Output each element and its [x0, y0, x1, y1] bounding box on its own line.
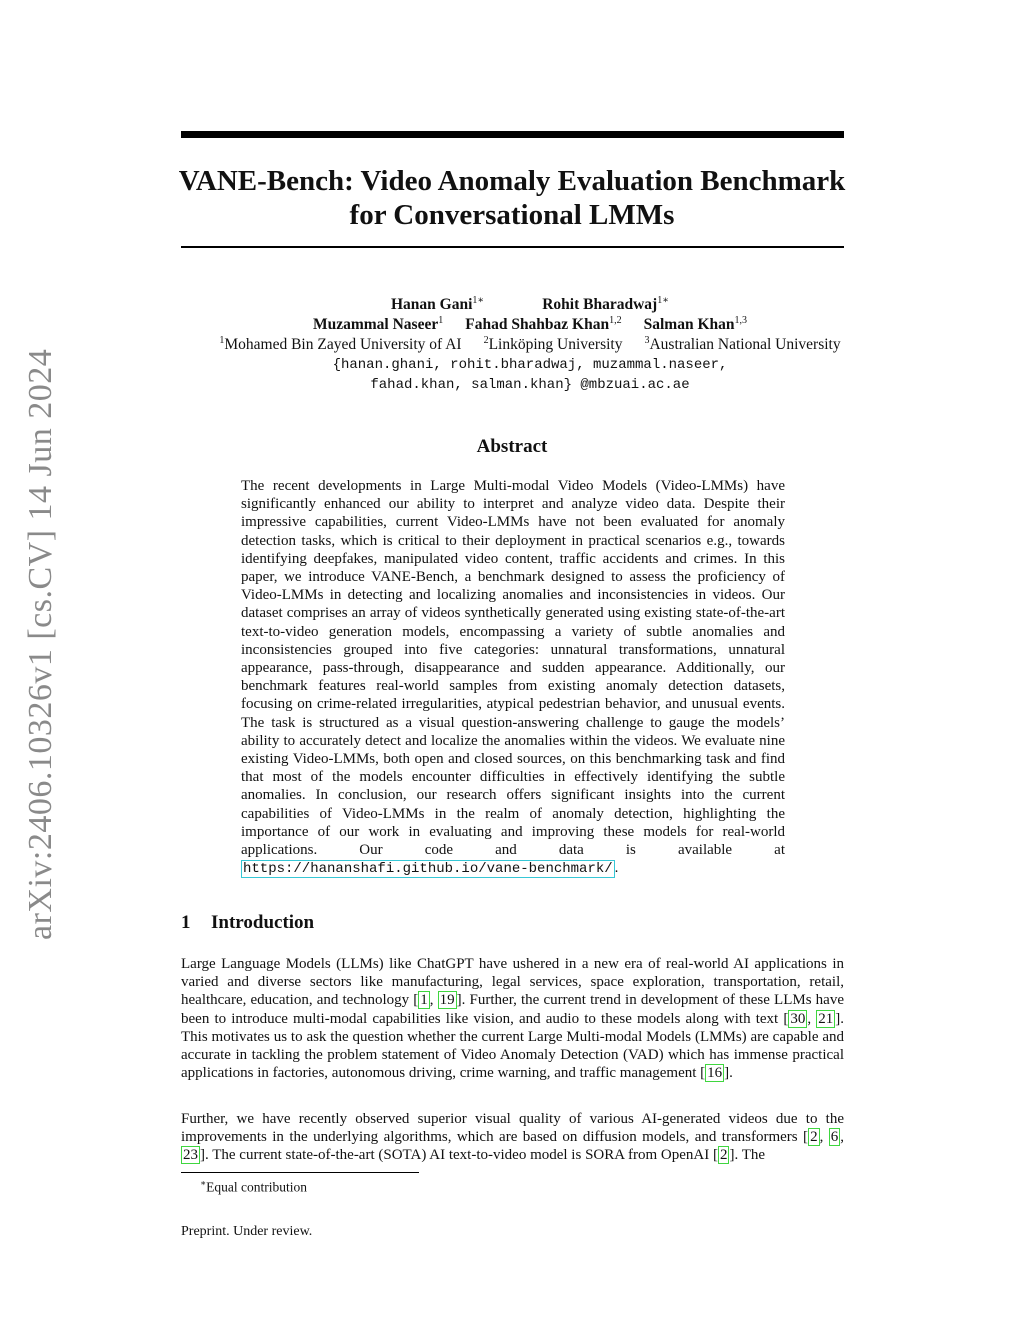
text-run: ]. The [729, 1147, 766, 1164]
affiliation-sup: 1 [219, 334, 225, 346]
title-bottom-rule [181, 246, 844, 248]
affiliation: Linköping University [488, 336, 623, 353]
affiliation: Mohamed Bin Zayed University of AI [224, 336, 462, 353]
abstract-text [241, 477, 785, 878]
author-sup: 1,3 [734, 314, 747, 326]
text-run: Large Language Models (LLMs) like ChatGPT have ushered in a new era of real-world AI applications in varied and diverse sectors like manufacturing, legal services, space exploration, transportation, retail, healthcare, education, and technology [ [181, 956, 844, 1009]
author-line-1 [170, 295, 890, 315]
footnote-text: Equal contribution [206, 1179, 307, 1195]
footnote-mark: ∗ [200, 1178, 207, 1188]
citation-link[interactable]: 2 [810, 1129, 818, 1146]
author-block [170, 295, 890, 395]
footnote [200, 1178, 307, 1196]
text-run: , [840, 1129, 845, 1146]
citation-link[interactable]: 21 [818, 1010, 834, 1027]
text-run: ]. Further, the current trend in development of these LLMs have been to introduce multi-modal capabilities like vision, and audio to these models along with text [ [181, 992, 844, 1027]
preprint-note: Preprint. Under review. [181, 1224, 313, 1239]
text-run: , [819, 1129, 829, 1146]
text-run: , [807, 1010, 817, 1027]
author-sup: 1 [438, 314, 444, 326]
citation-link[interactable]: 19 [439, 992, 455, 1009]
footnote-rule [181, 1172, 419, 1173]
text-run: ]. This motivates us to ask the question whether the current Large Multi-modal Models (LMMs) are capable and accurate in tackling the problem statement of Video Anomaly Detection (VAD) which has immense practical applications in factories, autonomous driving, crime warning, and traffic management [ [181, 1010, 844, 1082]
title-line-2: for Conversational LMMs [349, 199, 675, 231]
citation-link[interactable]: 2 [719, 1147, 728, 1164]
citation-link[interactable]: 30 [790, 1010, 806, 1027]
affiliation-sup: 3 [644, 334, 650, 346]
author-name: Salman Khan [643, 316, 735, 333]
paper-title [150, 164, 874, 232]
intro-paragraph-2 [181, 1110, 844, 1165]
arxiv-identifier: arXiv:2406.10326v1 [cs.CV] 14 Jun 2024 [22, 348, 59, 940]
author-sup: 1∗ [472, 294, 485, 306]
title-line-1: VANE-Bench: Video Anomaly Evaluation Benchmark [178, 165, 846, 197]
affiliation-line [170, 335, 890, 355]
text-run: Further, we have recently observed superior visual quality of various AI-generated videos due to the improvements in the underlying algorithms, which are based on diffusion models, and transformers [ [181, 1111, 844, 1146]
text-run: , [429, 992, 438, 1009]
intro-paragraph-1 [181, 955, 844, 1082]
section-heading-introduction [181, 912, 314, 934]
author-line-2 [170, 315, 890, 335]
code-link[interactable]: https://hananshafi.github.io/vane-benchmark/ [243, 861, 613, 878]
citation-link[interactable]: 16 [707, 1065, 723, 1082]
affiliation-sup: 2 [483, 334, 489, 346]
author-name: Muzammal Naseer [312, 316, 439, 333]
email-line-1: {hanan.ghani, rohit.bharadwaj, muzammal.naseer, [332, 357, 728, 373]
abstract-period: . [614, 860, 619, 877]
email-line-2: fahad.khan, salman.khan} @mbzuai.ac.ae [370, 377, 690, 393]
affiliation: Australian National University [649, 336, 841, 353]
author-name: Hanan Gani [391, 296, 473, 313]
abstract-paragraph: The recent developments in Large Multi-modal Video Models (Video-LMMs) have significantly enhanced our ability to interpret and analyze video data. Despite their impressive capabilities, current Video-LMMs have not been evaluated for anomaly detection tasks, which is critical to their deployment in practical scenarios e.g., towards identifying deepfakes, manipulated video content, traffic accidents and crimes. In this paper, we introduce VANE-Bench, a benchmark designed to assess the proficiency of Video-LMMs in detecting and localizing anomalies and inconsistencies in videos. Our dataset comprises an array of videos synthetically generated using existing state-of-the-art text-to-video generation models, encompassing a variety of subtle anomalies and inconsistencies grouped into five categories: unnatural transformations, unnatural appearance, pass-through, disappearance and sudden appearance. Additionally, our benchmark features real-world samples from existing anomaly detection datasets, focusing on crime-related irregularities, atypical pedestrian behavior, and unusual events. The task is structured as a visual question-answering challenge to gauge the models’ ability to accurately detect and localize the anomalies within the videos. We evaluate nine existing Video-LMMs, both open and closed sources, on this benchmarking task and find that most of the models encounter difficulties in effectively identifying the subtle anomalies. In conclusion, our research offers significant insights into the current capabilities of Video-LMMs in the realm of anomaly detection, highlighting the importance of our work in evaluating and improving these models for real-world applications. Our code and data is available at [241, 478, 785, 859]
text-run: ]. [724, 1065, 733, 1082]
author-name: Rohit Bharadwaj [542, 296, 658, 313]
citation-link[interactable]: 6 [830, 1129, 839, 1146]
title-top-rule [181, 131, 844, 138]
citation-link[interactable]: 23 [183, 1147, 198, 1164]
author-name: Fahad Shahbaz Khan [465, 316, 610, 333]
author-sup: 1∗ [657, 294, 669, 306]
text-run: ]. The current state-of-the-art (SOTA) AI text-to-video model is SORA from OpenAI [ [200, 1147, 718, 1164]
section-title: Introduction [211, 912, 315, 933]
abstract-heading: Abstract [476, 436, 548, 457]
citation-link[interactable]: 1 [420, 992, 428, 1009]
section-number: 1 [181, 912, 191, 933]
author-sup: 1,2 [609, 314, 622, 326]
